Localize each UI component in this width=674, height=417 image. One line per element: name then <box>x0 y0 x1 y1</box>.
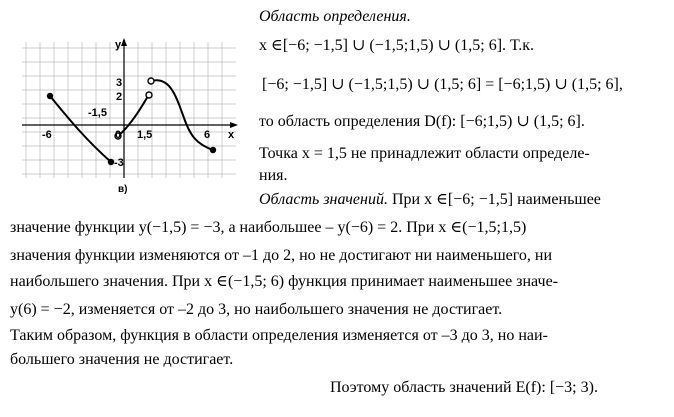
tick-3: 3 <box>116 77 123 89</box>
text-line-9: значения функции изменяются от –1 до 2, но не достигают ни наименьшего, ни <box>10 247 553 264</box>
point-filled-6 <box>210 147 216 153</box>
tick-0: 0 <box>115 129 122 141</box>
text-line-4: то область определения D(f): [−6;1,5) ∪ (1,5; 6]. <box>259 113 585 130</box>
text-line-3: [−6; −1,5] ∪ (−1,5;1,5) ∪ (1,5; 6] = [−6;1,5) ∪ (1,5; 6], <box>262 76 623 93</box>
text-line-6: ния. <box>259 167 288 184</box>
tick-neg3: -3 <box>114 157 124 169</box>
x-axis-arrow <box>230 122 238 128</box>
tick-neg15: -1,5 <box>88 107 107 119</box>
function-graph <box>20 38 242 208</box>
text-line-12: Таким образом, функция в области определения изменяется от –3 до 3, но наи- <box>10 327 548 344</box>
text-line-10: наибольшего значения. При x ∈(−1,5; 6) функция принимает наименьшее значе- <box>10 273 558 290</box>
point-open-15-high <box>148 78 154 84</box>
axis-y-label: y <box>115 39 122 51</box>
text-line-1: Область определения. <box>259 8 411 25</box>
text-line-11: y(6) = −2, изменяется от –2 до 3, но наибольшего значения не достигает. <box>10 301 503 318</box>
graph-grid <box>22 42 236 178</box>
text-line-5: Точка x = 1,5 не принадлежит области определе- <box>259 145 590 162</box>
point-filled-neg6 <box>47 93 53 99</box>
text-line-8: значение функции y(−1,5) = −3, а наибольшее – y(−6) = 2. При x ∈(−1,5;1,5) <box>10 219 527 236</box>
text-line-7 <box>259 190 601 210</box>
curve-segment-1 <box>50 96 111 162</box>
text-line-7-rest: При x ∈[−6; −1,5] наименьшее <box>387 191 601 208</box>
tick-neg6: -6 <box>42 129 52 141</box>
y-axis-arrow <box>121 38 127 46</box>
text-line-13: большего значения не достигает. <box>10 351 234 368</box>
tick-15: 1,5 <box>137 129 153 141</box>
text-line-2: x ∈[−6; −1,5] ∪ (−1,5;1,5) ∪ (1,5; 6]. Т.к. <box>259 37 534 54</box>
axis-x-label: x <box>228 129 235 141</box>
text-line-14: Поэтому область значений E(f): [−3; 3). <box>330 379 598 396</box>
tick-6: 6 <box>204 129 211 141</box>
point-open-15-top <box>146 92 152 98</box>
text-line-7-heading: Область значений. <box>259 191 388 208</box>
tick-2: 2 <box>116 91 123 103</box>
graph-caption: в) <box>118 184 128 195</box>
